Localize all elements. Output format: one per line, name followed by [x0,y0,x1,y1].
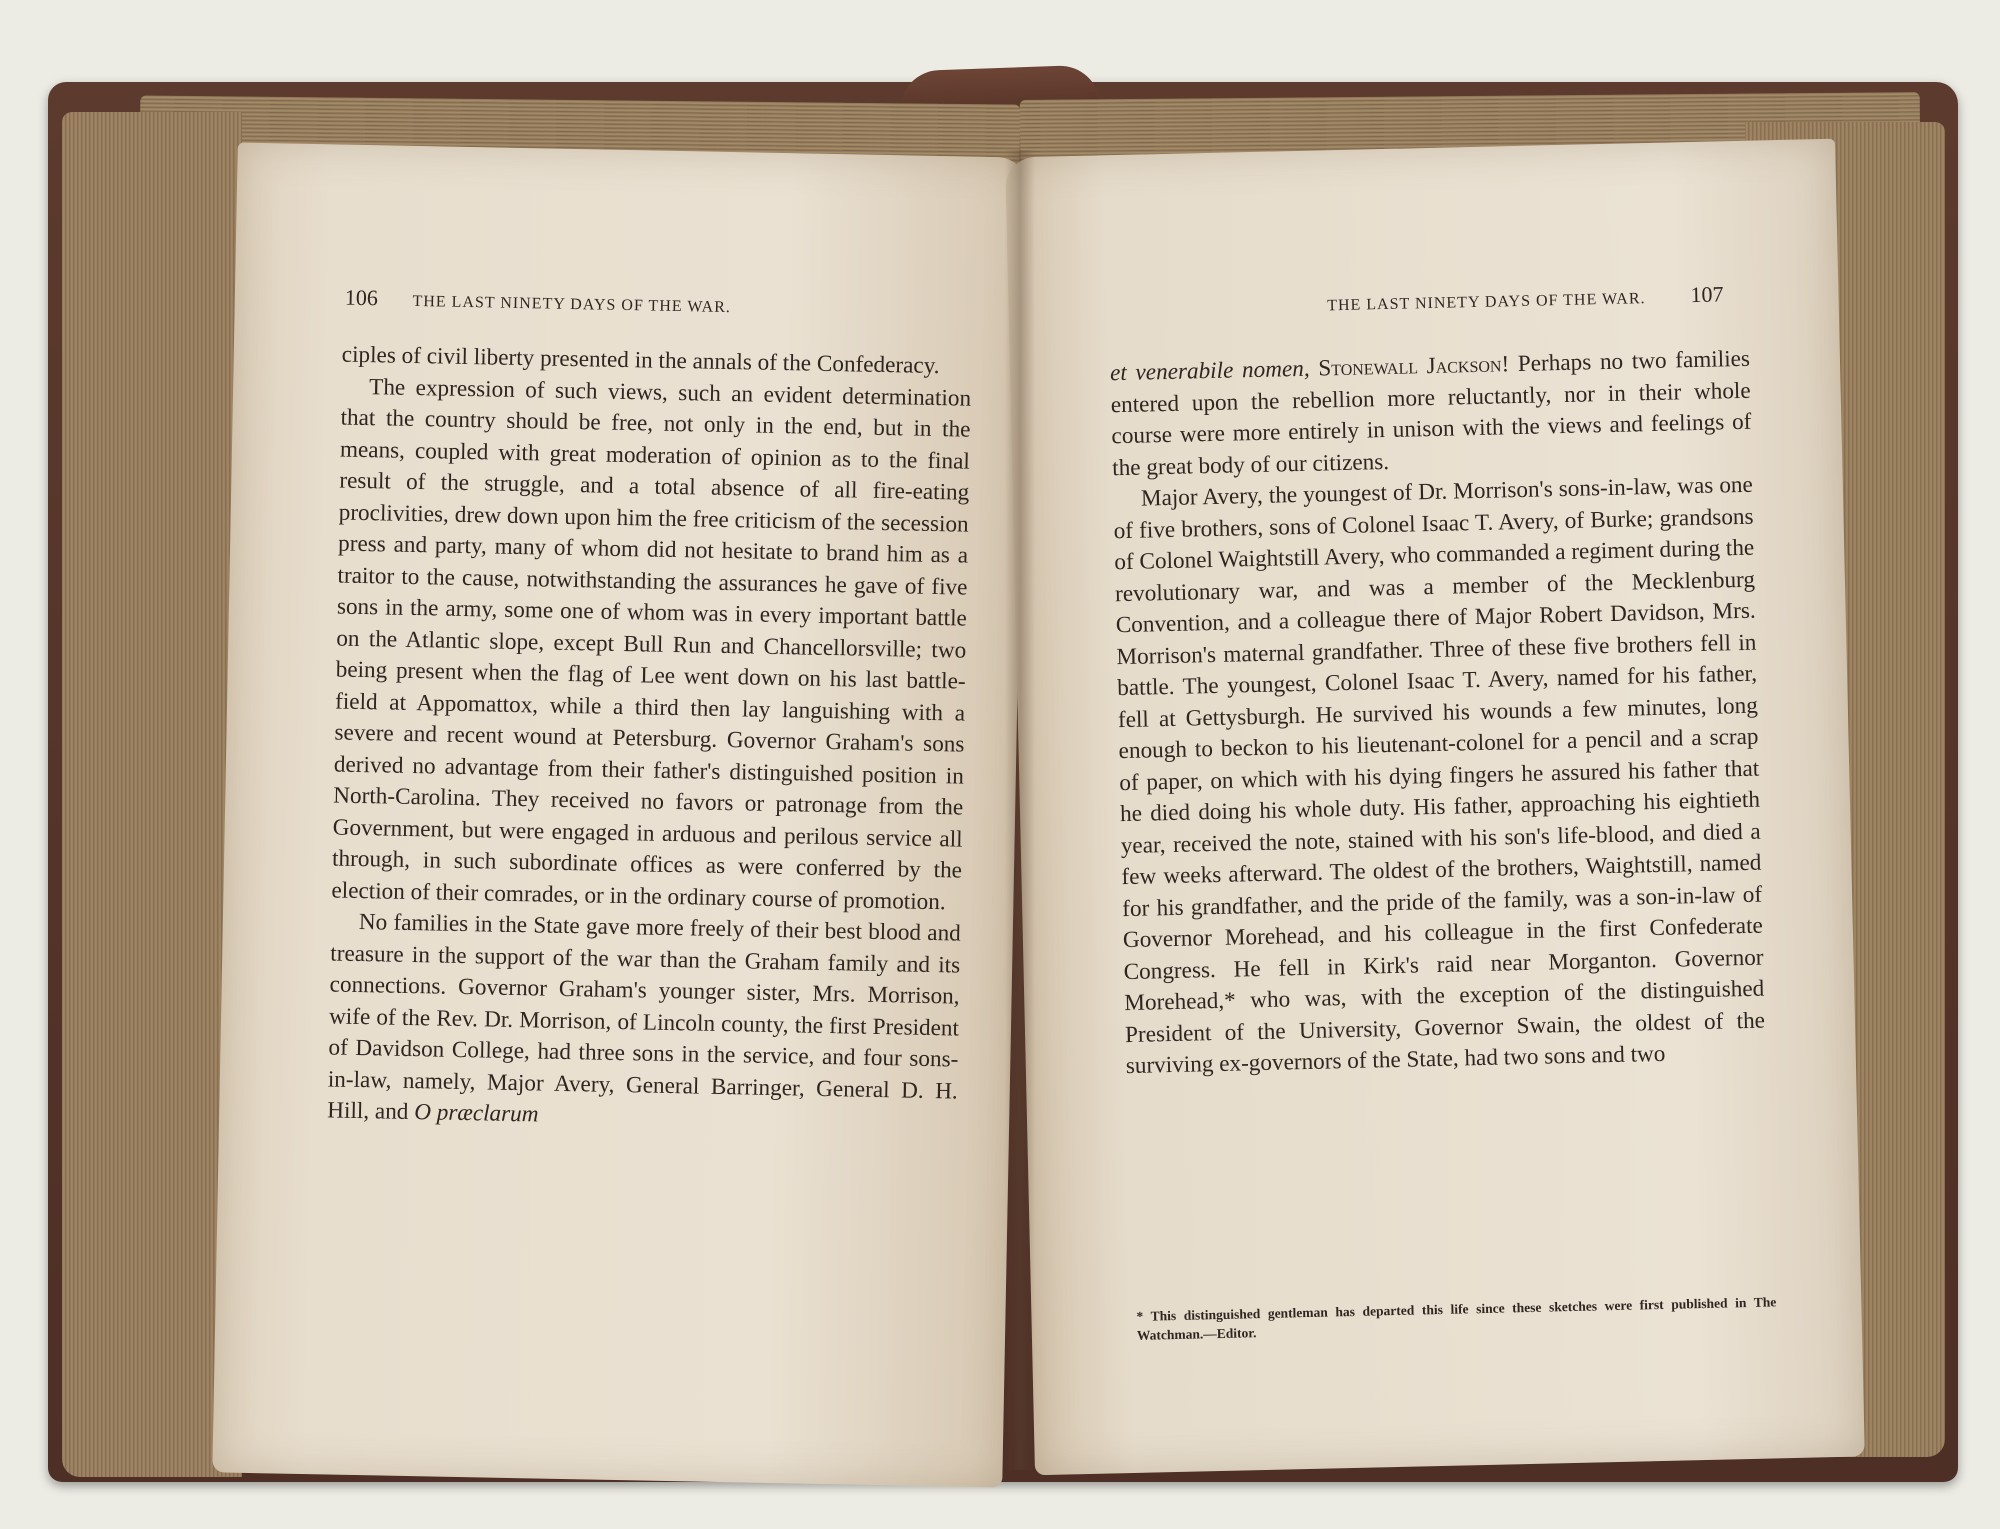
right-page [1005,139,1865,1475]
right-page-number: 107 [1690,281,1724,308]
book-gutter [1005,150,1035,1470]
left-paragraph-3-text: No families in the State gave more freely of their best blood and treasure in the support of the war than the Graham family and its connections. Governor Graham's younger sister, Mrs. Morrison, wife of the Rev. Dr. Morrison, of Lincoln county, the first President of Davidson College, had three sons in the service, and four sons-in-law, namely, Major Avery, General Barringer, General D. H. Hill, and [327,909,962,1125]
right-running-title: THE LAST NINETY DAYS OF THE WAR. [1327,290,1646,315]
right-lead-smallcaps: Stonewall Jackson [1317,351,1502,382]
right-body-text [1110,344,1766,1083]
right-footnote: * This distinguished gentleman has departed this life since these sketches were first published in The Watchman.—Editor. [1136,1294,1777,1343]
right-paragraph-1-text: ! Perhaps no two families entered upon the rebellion more reluctantly, nor in their whole course were more entirely in unison with the views and feelings of the great body of our citizens. [1110,345,1752,481]
left-page-number: 106 [344,284,379,311]
left-trailing-italic: O præclarum [413,1099,539,1128]
page-edges-left [62,112,242,1477]
left-page [212,143,1027,1488]
left-paragraph-3 [327,906,961,1139]
left-running-title: THE LAST NINETY DAYS OF THE WAR. [412,292,732,317]
right-paragraph-1 [1110,344,1753,484]
right-paragraph-2: Major Avery, the youngest of Dr. Morrison's sons-in-law, was one of five brothers, sons of Colonel Isaac T. Avery, of Burke; grandsons of Colonel Waightstill Avery, who commanded a regiment during the revolutionary war, and was a member of the Mecklenburg Convention, and a colleague there of Major Robert Davidson, Mrs. Morrison's maternal grandfather. Three of these five brothers fell in battle. The youngest, Colonel Isaac T. Avery, named for his father, fell at Gettysburgh. He survived his wounds a few minutes, long enough to beckon to his lieutenant-colonel for a pencil and a scrap of paper, on which with his dying fingers he assured his father that he died doing his whole duty. His father, approaching his eightieth year, received the note, stained with his son's life-blood, and died a few weeks afterward. The oldest of the brothers, Waightstill, named for his grandfather, and the pride of the family, was a son-in-law of Governor Morehead, and his colleague in the first Confederate Congress. He fell in Kirk's raid near Morganton. Governor Morehead,* who was, with the exception of the distinguished President of the University, Governor Swain, the oldest of the surviving ex-governors of the State, had two sons and two [1113,471,1766,1080]
left-paragraph-1: ciples of civil liberty presented in the annals of the Confederacy. [341,341,940,380]
right-running-head [1193,281,1723,319]
left-paragraph-2: The expression of such views, such an evident determination that the country should be free, not only in the end, but in the means, coupled with great moderation of opinion as to the final result of the struggle, and a total absence of all fire-eating proclivities, drew down upon him the free criticism of the secession press and party, many of whom did not hesitate to brand him as a traitor to the cause, notwithstanding the assurances he gave of five sons in the army, some one of whom was in every important battle on the Atlantic slope, except Bull Run and Chancellorsville; two being present when the flag of Lee went down on his last battle-field at Appomattox, while a third then lay languishing with a severe and recent wound at Petersburg. Governor Graham's sons derived no advantage from their father's distinguished position in North-Carolina. They received no favors or patronage from the Government, but were engaged in arduous and perilous service all through, in such subordinate offices as were conferred by the election of their comrades, or in the ordinary course of promotion. [331,373,972,915]
left-running-head [345,285,905,322]
left-body-text [327,340,972,1139]
right-lead-italic: et venerabile nomen, [1109,355,1310,387]
